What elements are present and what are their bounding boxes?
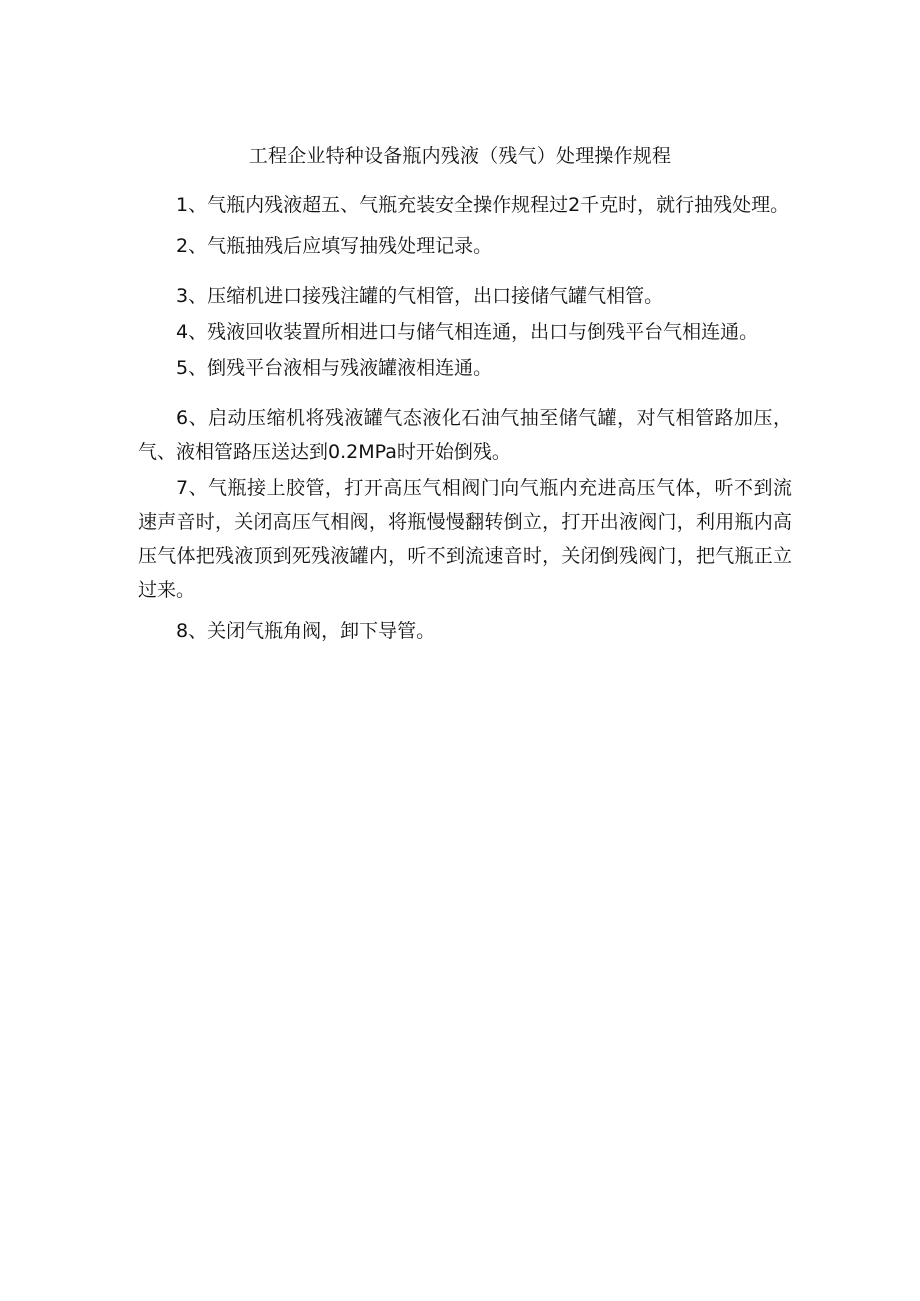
paragraph-7: 7、气瓶接上胶管，打开高压气相阀门向气瓶内充进高压气体，听不到流速声音时，关闭高压气相阀，将瓶慢慢翻转倒立，打开出液阀门，利用瓶内高压气体把残液顶到死残液罐内，听不到流速音时，关闭倒残阀门，把气瓶正立过来。 [138, 477, 792, 601]
paragraph-1: 1、气瓶内残液超五、气瓶充装安全操作规程过2千克时，就行抽残处理。 [176, 194, 790, 216]
paragraph-4: 4、残液回收装置所相进口与储气相连通，出口与倒残平台气相连通。 [176, 321, 759, 343]
paragraph-6: 6、启动压缩机将残液罐气态液化石油气抽至储气罐，对气相管路加压，气、液相管路压送达到0.2MPa时开始倒残。 [138, 407, 792, 463]
paragraph-3: 3、压缩机进口接残注罐的气相管，出口接储气罐气相管。 [176, 285, 664, 307]
document-title: 工程企业特种设备瓶内残液（残气）处理操作规程 [248, 145, 672, 167]
paragraph-2: 2、气瓶抽残后应填写抽残处理记录。 [176, 235, 493, 257]
paragraph-5: 5、倒残平台液相与残液罐液相连通。 [176, 357, 493, 379]
paragraph-8: 8、关闭气瓶角阀，卸下导管。 [176, 620, 436, 642]
document-body [138, 188, 792, 648]
